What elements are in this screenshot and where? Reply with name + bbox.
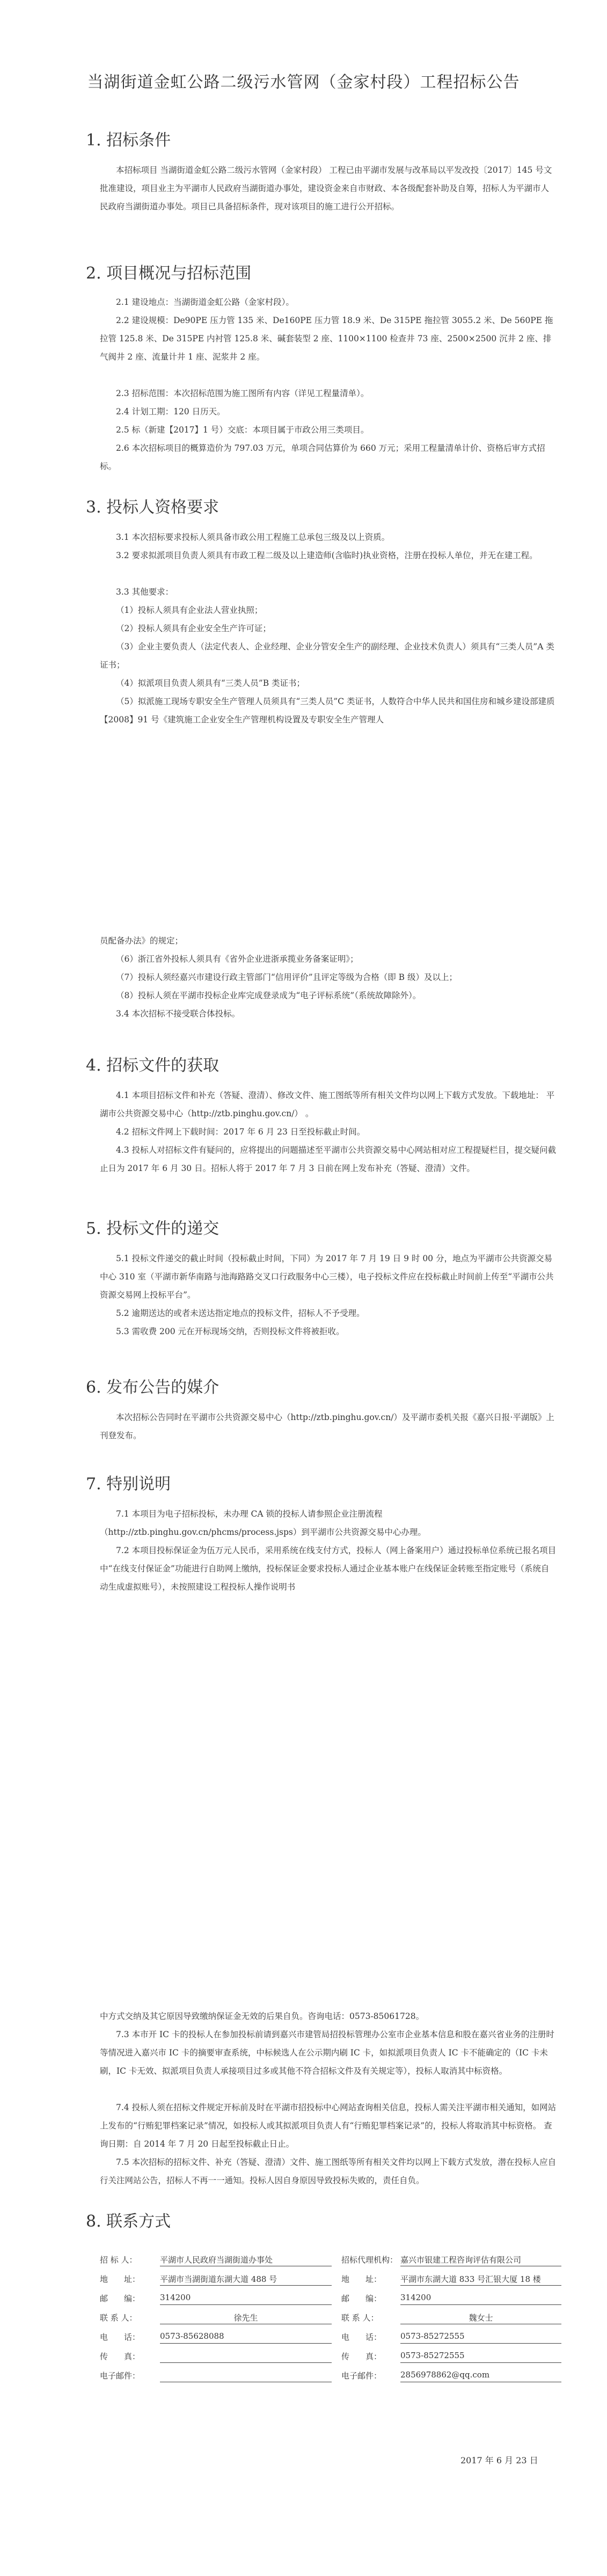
contact-row-person [100, 2312, 561, 2328]
paragraph-2-4: 2.4 计划工期：120 日历天。 [116, 407, 225, 416]
phone-value-left: 0573-85628088 [160, 2331, 332, 2344]
email-label-left: 电子邮件： [100, 2371, 141, 2381]
paragraph-3-10: （6）浙江省外投标人须具有《省外企业进浙承揽业务备案证明》； [116, 954, 359, 964]
fax-value-left [160, 2351, 332, 2363]
paragraph-3-4: （1）投标人须具有企业法人营业执照； [116, 605, 263, 615]
paragraph-7-4: 7.3 本市开 IC 卡的投标人在参加投标前请到嘉兴市建管局招投标管理办公室市企业基本信息和股在嘉兴省业务的注册时等情况进入嘉兴市 IC 卡的摘要审查系统，中标候选人在公示期内刷 IC 卡，如拟派项目负责人 IC 卡不能确定的（IC 卡未刷，IC 卡无效、拟派项目负责人承接项目过多或其他不符合招标文件及有关规定等），投标人取消其中标资格。 [100, 2030, 554, 2076]
fax-label-left: 传 真： [100, 2352, 141, 2361]
contact-row-org [100, 2254, 561, 2270]
paragraph-7-1: 7.1 本项目为电子招标投标，未办理 CA 锁的投标人请参照企业注册流程（http://ztb.pinghu.gov.cn/phcms/process.jsps）到平湖市公共资源交易中心办理。 [100, 1509, 426, 1537]
paragraph-4-2: 4.2 招标文件网上下载时间：2017 年 6 月 23 日至投标截止时间。 [116, 1127, 365, 1137]
postcode-label-left: 邮 编： [100, 2294, 141, 2303]
postcode-label-right: 邮 编： [341, 2294, 382, 2303]
paragraph-7-2: 7.2 本项目投标保证金为伍万元人民币，采用系统在线支付方式，投标人（网上备案用户）通过投标单位系统已报名项目中“在线支付保证金”功能进行自助网上缴纳，投标保证金要求投标人通过企业基本账户在线保证金转账至指定账号（系统自动生成虚拟账号），未按照建设工程投标人操作说明书 [100, 1546, 557, 1592]
email-value-left [160, 2370, 332, 2382]
paragraph-7-5: 7.4 投标人须在招标文件规定开标前及时在平湖市招投标中心网站查询相关信息，投标人需关注平湖市相关通知，如网站上发布的“行贿犯罪档案记录”情况，如投标人或其拟派项目负责人有“行贿犯罪档案记录”的，投标人将取消其中标资格。 查询日期：自 2014 年 7 月 20 日起至投标截止日止。 [100, 2103, 557, 2149]
section-heading-2: 2. 项目概况与招标范围 [86, 264, 252, 283]
contact-row-postcode [100, 2293, 561, 2309]
phone-label-right: 电 话： [341, 2332, 382, 2342]
fax-value-right: 0573-85272555 [400, 2351, 561, 2363]
paragraph-5-1: 5.1 投标文件递交的截止时间（投标截止时间，下同）为 2017 年 7 月 19 日 9 时 00 分，地点为平湖市公共资源交易中心 310 室（平湖市新华南路与池海路路交叉口行政服务中心三楼），电子投标文件应在投标截止时间前上传至“平湖市公共资源交易网上投标平台”。 [100, 1254, 554, 1300]
phone-value-right: 0573-85272555 [400, 2331, 561, 2344]
paragraph-3-12: （8）投标人须在平湖市投标企业库完成登录成为“电子评标系统”（系统故障除外）。 [116, 991, 421, 1000]
paragraph-3-5: （2）投标人须具有企业安全生产许可证； [116, 624, 271, 633]
paragraph-3-7: （4）拟派项目负责人须具有“三类人员”B 类证书； [116, 678, 305, 688]
person-label-right: 联 系 人： [341, 2313, 379, 2323]
address-value-right: 平湖市东湖大道 833 号汇银大厦 18 楼 [400, 2273, 561, 2286]
email-label-right: 电子邮件： [341, 2371, 382, 2381]
contact-row-fax [100, 2351, 561, 2367]
paragraph-2-6: 2.6 本次招标项目的概算造价为 797.03 万元，单项合同估算价为 660 万元；采用工程量清单计价、资格后审方式招标。 [100, 443, 545, 471]
paragraph-3-13: 3.4 本次招标不接受联合体投标。 [116, 1009, 240, 1019]
paragraph-2-1: 2.1 建设地点：当湖街道金虹公路（金家村段）。 [116, 297, 294, 307]
tenderer-value: 平湖市人民政府当湖街道办事处 [160, 2254, 332, 2266]
section-heading-1: 1. 招标条件 [86, 131, 171, 150]
paragraph-3-3: 3.3 其他要求： [116, 587, 174, 597]
section-heading-3: 3. 投标人资格要求 [86, 498, 220, 517]
paragraph-3-11: （7）投标人须经嘉兴市建设行政主管部门“信用评价”且评定等级为合格（即 B 级）及以上； [116, 972, 457, 982]
paragraph-1-1: 本招标项目 当湖街道金虹公路二级污水管网（金家村段） 工程已由平湖市发展与改革局以平发改投〔2017〕145 号文批准建设，项目业主为平湖市人民政府当湖街道办事处，建设资金来自市财政、本各级配套补助及自筹，招标人为平湖市人民政府当湖街道办事处。项目已具备招标条件，现对该项目的施工进行公开招标。 [100, 165, 552, 211]
postcode-value-right: 314200 [400, 2293, 561, 2305]
phone-label-left: 电 话： [100, 2332, 141, 2342]
person-value-left: 徐先生 [160, 2312, 332, 2324]
paragraph-2-5: 2.5 标（新建【2017】1 号）交底：本项目属于市政公用三类项目。 [116, 425, 369, 435]
tenderer-label: 招 标 人： [100, 2255, 137, 2265]
paragraph-3-6: （3）企业主要负责人（法定代表人、企业经理、企业分管安全生产的副经理、企业技术负责人）须具有“三类人员”A 类证书； [100, 642, 554, 670]
paragraph-2-2: 2.2 建设规模：De90PE 压力管 135 米、De160PE 压力管 18.9 米、De 315PE 拖拉管 3055.2 米、De 560PE 拖拉管 125.8 米、De 315PE 内衬管 125.8 米、碱套装型 2 座、1100×1100 检查井 73 座、2500×2500 沉井 2 座、排气阀井 2 座、流量计井 1 座、泥浆井 2 座。 [100, 316, 553, 362]
paragraph-7-6: 7.5 本次招标的招标文件、补充（答疑、澄清）文件、施工图纸等所有相关文件均以网上下载方式发放，潜在投标人应自行关注网站公告，招标人不再一一通知。投标人因自身原因导致投标失败的，责任自负。 [100, 2157, 557, 2185]
address-label-right: 地 址： [341, 2274, 382, 2284]
page-title: 当湖街道金虹公路二级污水管网（金家村段）工程招标公告 [87, 73, 520, 92]
email-value-right: 2856978862@qq.com [400, 2370, 561, 2382]
paragraph-7-3: 中方式交纳及其它原因导致缴纳保证金无效的后果自负。咨询电话：0573-85061728。 [100, 2011, 425, 2021]
paragraph-5-2: 5.2 逾期送达的或者未送达指定地点的投标文件，招标人不予受理。 [116, 1308, 365, 1318]
person-label-left: 联 系 人： [100, 2313, 137, 2323]
paragraph-2-3: 2.3 招标范围：本次招标范围为施工图所有内容（详见工程量清单）。 [116, 389, 369, 398]
address-value-left: 平湖市当湖街道东湖大道 488 号 [160, 2273, 332, 2286]
contact-row-address [100, 2273, 561, 2289]
section-heading-7: 7. 特别说明 [86, 1475, 171, 1494]
agent-label: 招标代理机构： [341, 2255, 398, 2265]
paragraph-3-9: 员配备办法》的规定； [100, 936, 184, 946]
person-value-right: 魏女士 [400, 2312, 561, 2324]
paragraph-4-3: 4.3 投标人对招标文件有疑问的，应将提出的问题描述至平湖市公共资源交易中心网站相对应工程提疑栏目，提交疑问截止日为 2017 年 6 月 30 日。招标人将于 2017 年 7 月 3 日前在网上发布补充（答疑、澄清）文件。 [100, 1145, 557, 1173]
paragraph-6-1: 本次招标公告同时在平湖市公共资源交易中心（http://ztb.pinghu.gov.cn/）及平湖市委机关报《嘉兴日报·平湖版》上刊登发布。 [100, 1413, 554, 1440]
section-heading-4: 4. 招标文件的获取 [86, 1056, 220, 1075]
paragraph-3-2: 3.2 要求拟派项目负责人须具有市政工程二级及以上建造师(含临时)执业资格，注册在投标人单位，并无在建工程。 [116, 551, 538, 560]
contact-row-phone [100, 2331, 561, 2347]
paragraph-3-8: （5）拟派施工现场专职安全生产管理人员须具有“三类人员”C 类证书，人数符合中华人民共和国住房和城乡建设部建质【2008】91 号《建筑施工企业安全生产管理机构设置及专职安全生产管理人 [100, 697, 555, 724]
paragraph-3-1: 3.1 本次招标要求投标人须具备市政公用工程施工总承包三级及以上资质。 [116, 532, 390, 542]
announcement-date: 2017 年 6 月 23 日 [460, 2455, 538, 2465]
section-heading-5: 5. 投标文件的递交 [86, 1219, 220, 1238]
postcode-value-left: 314200 [160, 2293, 332, 2305]
agent-value: 嘉兴市银建工程咨询评估有限公司 [400, 2254, 561, 2266]
contact-row-email [100, 2370, 561, 2386]
section-heading-8: 8. 联系方式 [86, 2212, 171, 2231]
paragraph-4-1: 4.1 本项目招标文件和补充（答疑、澄清）、修改文件、施工图纸等所有相关文件均以网上下载方式发放。下载地址： 平湖市公共资源交易中心（http://ztb.pinghu.gov.cn/） 。 [100, 1091, 555, 1118]
section-heading-6: 6. 发布公告的媒介 [86, 1378, 220, 1397]
address-label-left: 地 址： [100, 2274, 141, 2284]
fax-label-right: 传 真： [341, 2352, 382, 2361]
paragraph-5-3: 5.3 需收费 200 元在开标现场交纳，否则投标文件将被拒收。 [116, 1327, 345, 1336]
